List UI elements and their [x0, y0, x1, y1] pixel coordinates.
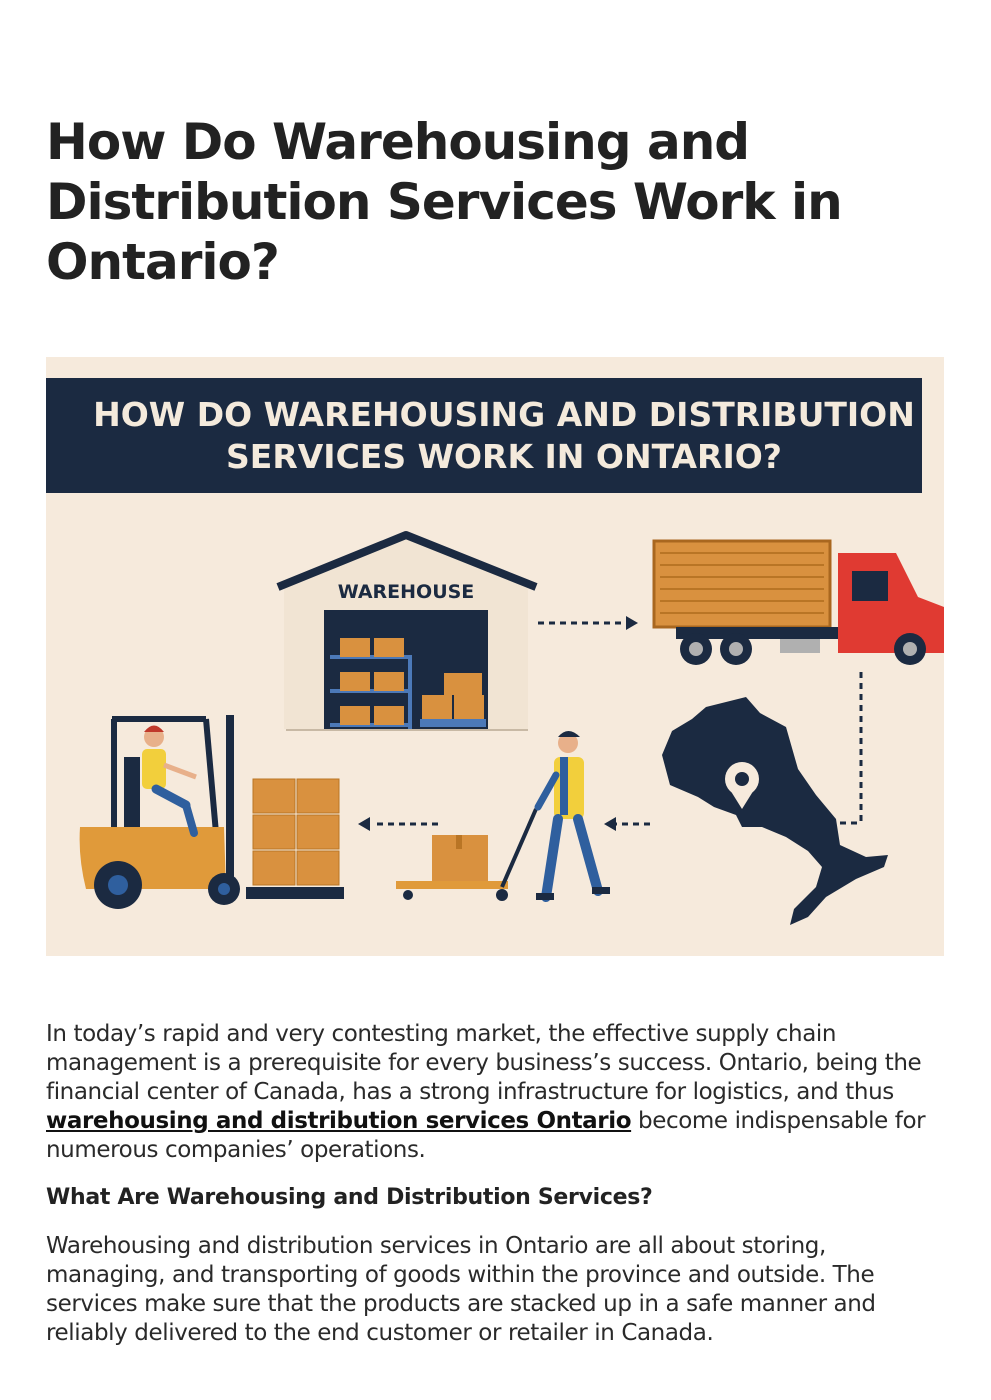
page-title: How Do Warehousing and Distribution Services Work in Ontario? — [46, 113, 842, 291]
section-paragraph: Warehousing and distribution services in Ontario are all about storing, managing, and transporting of goods within the province and outside. The services make sure that the products are stacked up in a safe manner and reliably delivered to the end customer or retailer in Canada. — [46, 1233, 876, 1346]
forklift-icon — [80, 715, 344, 909]
hero-illustration — [46, 357, 944, 956]
logistics-scene — [46, 357, 944, 956]
worker-pallet-jack-icon — [396, 731, 610, 901]
truck-icon — [654, 541, 944, 665]
section-heading: What Are Warehousing and Distribution Services? — [46, 1185, 653, 1210]
intro-text-before: In today’s rapid and very contesting market, the effective supply chain management is a prerequisite for every business’s success. Ontario, being the financial center of Canada, has a strong infrastructure for logistics, and thus — [46, 1021, 922, 1105]
warehouse-label: WAREHOUSE — [337, 581, 475, 603]
hero-banner-text: HOW DO WAREHOUSING AND DISTRIBUTION SERVICES WORK IN ONTARIO? — [93, 394, 915, 476]
warehouse-icon — [278, 535, 536, 730]
intro-paragraph — [46, 1020, 946, 1165]
intro-text-after: become indispensable for numerous companies’ operations. — [46, 1108, 926, 1163]
warehousing-services-link[interactable]: warehousing and distribution services Ontario — [46, 1108, 632, 1134]
ontario-map-icon — [662, 697, 888, 925]
